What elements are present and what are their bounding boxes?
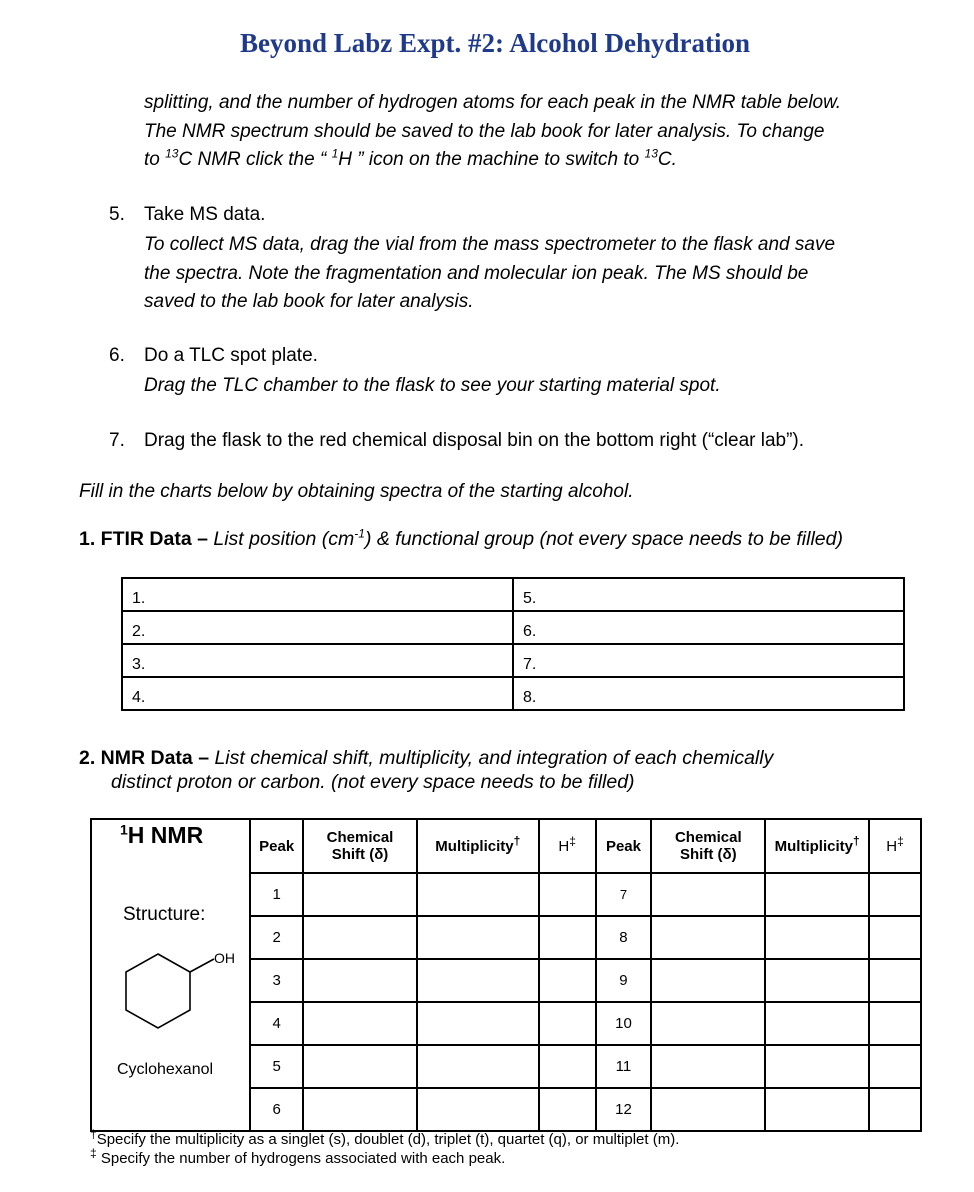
table-row (122, 644, 904, 677)
step-5-number: 5. (109, 204, 125, 225)
col-multiplicity-2: Multiplicity† (765, 819, 869, 873)
peak-number: 6 (250, 1088, 303, 1131)
hydrogen-cell[interactable] (539, 1088, 596, 1131)
shift-cell[interactable] (303, 873, 417, 916)
peak-number: 3 (250, 959, 303, 1002)
shift-cell[interactable] (303, 916, 417, 959)
peak-number: 1 (250, 873, 303, 916)
ftir-table (121, 577, 905, 711)
table-row (122, 677, 904, 710)
col-hydrogens-2: H‡ (869, 819, 921, 873)
multiplicity-cell[interactable] (765, 959, 869, 1002)
ftir-cell[interactable]: 2. (122, 611, 513, 644)
shift-cell[interactable] (651, 916, 765, 959)
peak-number: 4 (250, 1002, 303, 1045)
peak-number: 12 (596, 1088, 652, 1131)
multiplicity-cell[interactable] (417, 1088, 539, 1131)
hydrogen-cell[interactable] (869, 1045, 921, 1088)
ftir-cell[interactable]: 3. (122, 644, 513, 677)
multiplicity-cell[interactable] (417, 959, 539, 1002)
footnote-multiplicity: †Specify the multiplicity as a singlet (s), doublet (d), triplet (t), quartet (q), or multiplet (m). (90, 1127, 680, 1148)
hydrogen-cell[interactable] (539, 873, 596, 916)
step-6-title: Do a TLC spot plate. (144, 345, 318, 366)
footnotes (90, 1127, 680, 1168)
hydrogen-cell[interactable] (869, 916, 921, 959)
multiplicity-cell[interactable] (765, 873, 869, 916)
ftir-heading-bold: 1. FTIR Data – (79, 528, 214, 550)
ftir-heading-italic-a: List position (cm (213, 528, 355, 550)
step-7-title: Drag the flask to the red chemical disposal bin on the bottom right (“clear lab”). (144, 430, 805, 451)
col-multiplicity: Multiplicity† (417, 819, 539, 873)
ftir-heading (79, 528, 843, 551)
peak-number: 7 (596, 873, 652, 916)
multiplicity-cell[interactable] (765, 916, 869, 959)
peak-number: 10 (596, 1002, 652, 1045)
step-5-body (144, 231, 835, 317)
hydrogen-cell[interactable] (539, 1045, 596, 1088)
shift-cell[interactable] (651, 873, 765, 916)
multiplicity-cell[interactable] (765, 1045, 869, 1088)
oh-label: OH (214, 950, 235, 966)
step-5-line-3: saved to the lab book for later analysis. (144, 291, 474, 312)
shift-cell[interactable] (651, 1088, 765, 1131)
compound-name: Cyclohexanol (117, 1061, 214, 1078)
step-6-body: Drag the TLC chamber to the flask to see your starting material spot. (144, 375, 721, 396)
hydrogen-cell[interactable] (869, 873, 921, 916)
col-peak: Peak (250, 819, 303, 873)
ftir-cell[interactable]: 7. (513, 644, 904, 677)
peak-number: 5 (250, 1045, 303, 1088)
table-row (122, 578, 904, 611)
nmr-heading-bold: 2. NMR Data – (79, 747, 215, 769)
multiplicity-cell[interactable] (765, 1002, 869, 1045)
shift-cell[interactable] (303, 959, 417, 1002)
intro-line-3: to $^{13}$C NMR click the “ $^1$H ” icon on the machine to switch to $^{13}$C. (144, 146, 677, 170)
col-chemical-shift-2: Chemical Shift (δ) (651, 819, 765, 873)
shift-cell[interactable] (651, 1045, 765, 1088)
intro-line-2: The NMR spectrum should be saved to the lab book for later analysis. To change (144, 120, 825, 142)
ftir-cell[interactable]: 5. (513, 578, 904, 611)
hydrogen-cell[interactable] (869, 1002, 921, 1045)
ftir-cell[interactable]: 4. (122, 677, 513, 710)
hydrogen-cell[interactable] (869, 1088, 921, 1131)
hydrogen-cell[interactable] (539, 916, 596, 959)
hydrogen-cell[interactable] (539, 959, 596, 1002)
step-6-number: 6. (109, 345, 125, 366)
nmr-heading (79, 746, 773, 794)
shift-cell[interactable] (651, 959, 765, 1002)
ftir-heading-sup: -1 (354, 526, 365, 541)
peak-number: 9 (596, 959, 652, 1002)
multiplicity-cell[interactable] (417, 1045, 539, 1088)
shift-cell[interactable] (303, 1045, 417, 1088)
page-title: Beyond Labz Expt. #2: Alcohol Dehydration (239, 28, 751, 58)
step-7-number: 7. (109, 430, 125, 451)
nmr-heading-italic-1: List chemical shift, multiplicity, and integration of each chemically (214, 747, 774, 769)
cyclohexanol-structure (102, 944, 252, 1054)
peak-number: 2 (250, 916, 303, 959)
intro-line-1: splitting, and the number of hydrogen atoms for each peak in the NMR table below. (144, 92, 842, 113)
multiplicity-cell[interactable] (765, 1088, 869, 1131)
h-nmr-label: $^1$H NMR (120, 821, 204, 848)
multiplicity-cell[interactable] (417, 1002, 539, 1045)
hydrogen-cell[interactable] (869, 959, 921, 1002)
col-chemical-shift: Chemical Shift (δ) (303, 819, 417, 873)
multiplicity-cell[interactable] (417, 916, 539, 959)
intro-paragraph (144, 89, 841, 175)
structure-cell (91, 819, 250, 1131)
step-5-line-2: the spectra. Note the fragmentation and molecular ion peak. The MS should be (144, 262, 809, 284)
fill-in-instruction: Fill in the charts below by obtaining spectra of the starting alcohol. (79, 481, 634, 502)
col-peak-2: Peak (596, 819, 652, 873)
step-5-title: Take MS data. (144, 204, 266, 225)
ftir-heading-italic-b: ) & functional group (not every space needs to be filled) (364, 528, 843, 550)
peak-number: 11 (596, 1045, 652, 1088)
peak-number: 8 (596, 916, 652, 959)
multiplicity-cell[interactable] (417, 873, 539, 916)
ftir-cell[interactable]: 1. (122, 578, 513, 611)
shift-cell[interactable] (651, 1002, 765, 1045)
step-5-line-1: To collect MS data, drag the vial from the mass spectrometer to the flask and save (144, 234, 836, 255)
structure-label: Structure: (123, 904, 206, 925)
hydrogen-cell[interactable] (539, 1002, 596, 1045)
col-hydrogens: H‡ (539, 819, 596, 873)
footnote-hydrogens: ‡ Specify the number of hydrogens associated with each peak. (90, 1146, 506, 1167)
nmr-heading-italic-2: distinct proton or carbon. (not every space needs to be filled) (111, 771, 635, 793)
nmr-header-row (91, 819, 921, 873)
nmr-table (90, 818, 922, 1132)
ftir-cell[interactable]: 6. (513, 611, 904, 644)
ftir-cell[interactable]: 8. (513, 677, 904, 710)
shift-cell[interactable] (303, 1088, 417, 1131)
table-row (122, 611, 904, 644)
shift-cell[interactable] (303, 1002, 417, 1045)
